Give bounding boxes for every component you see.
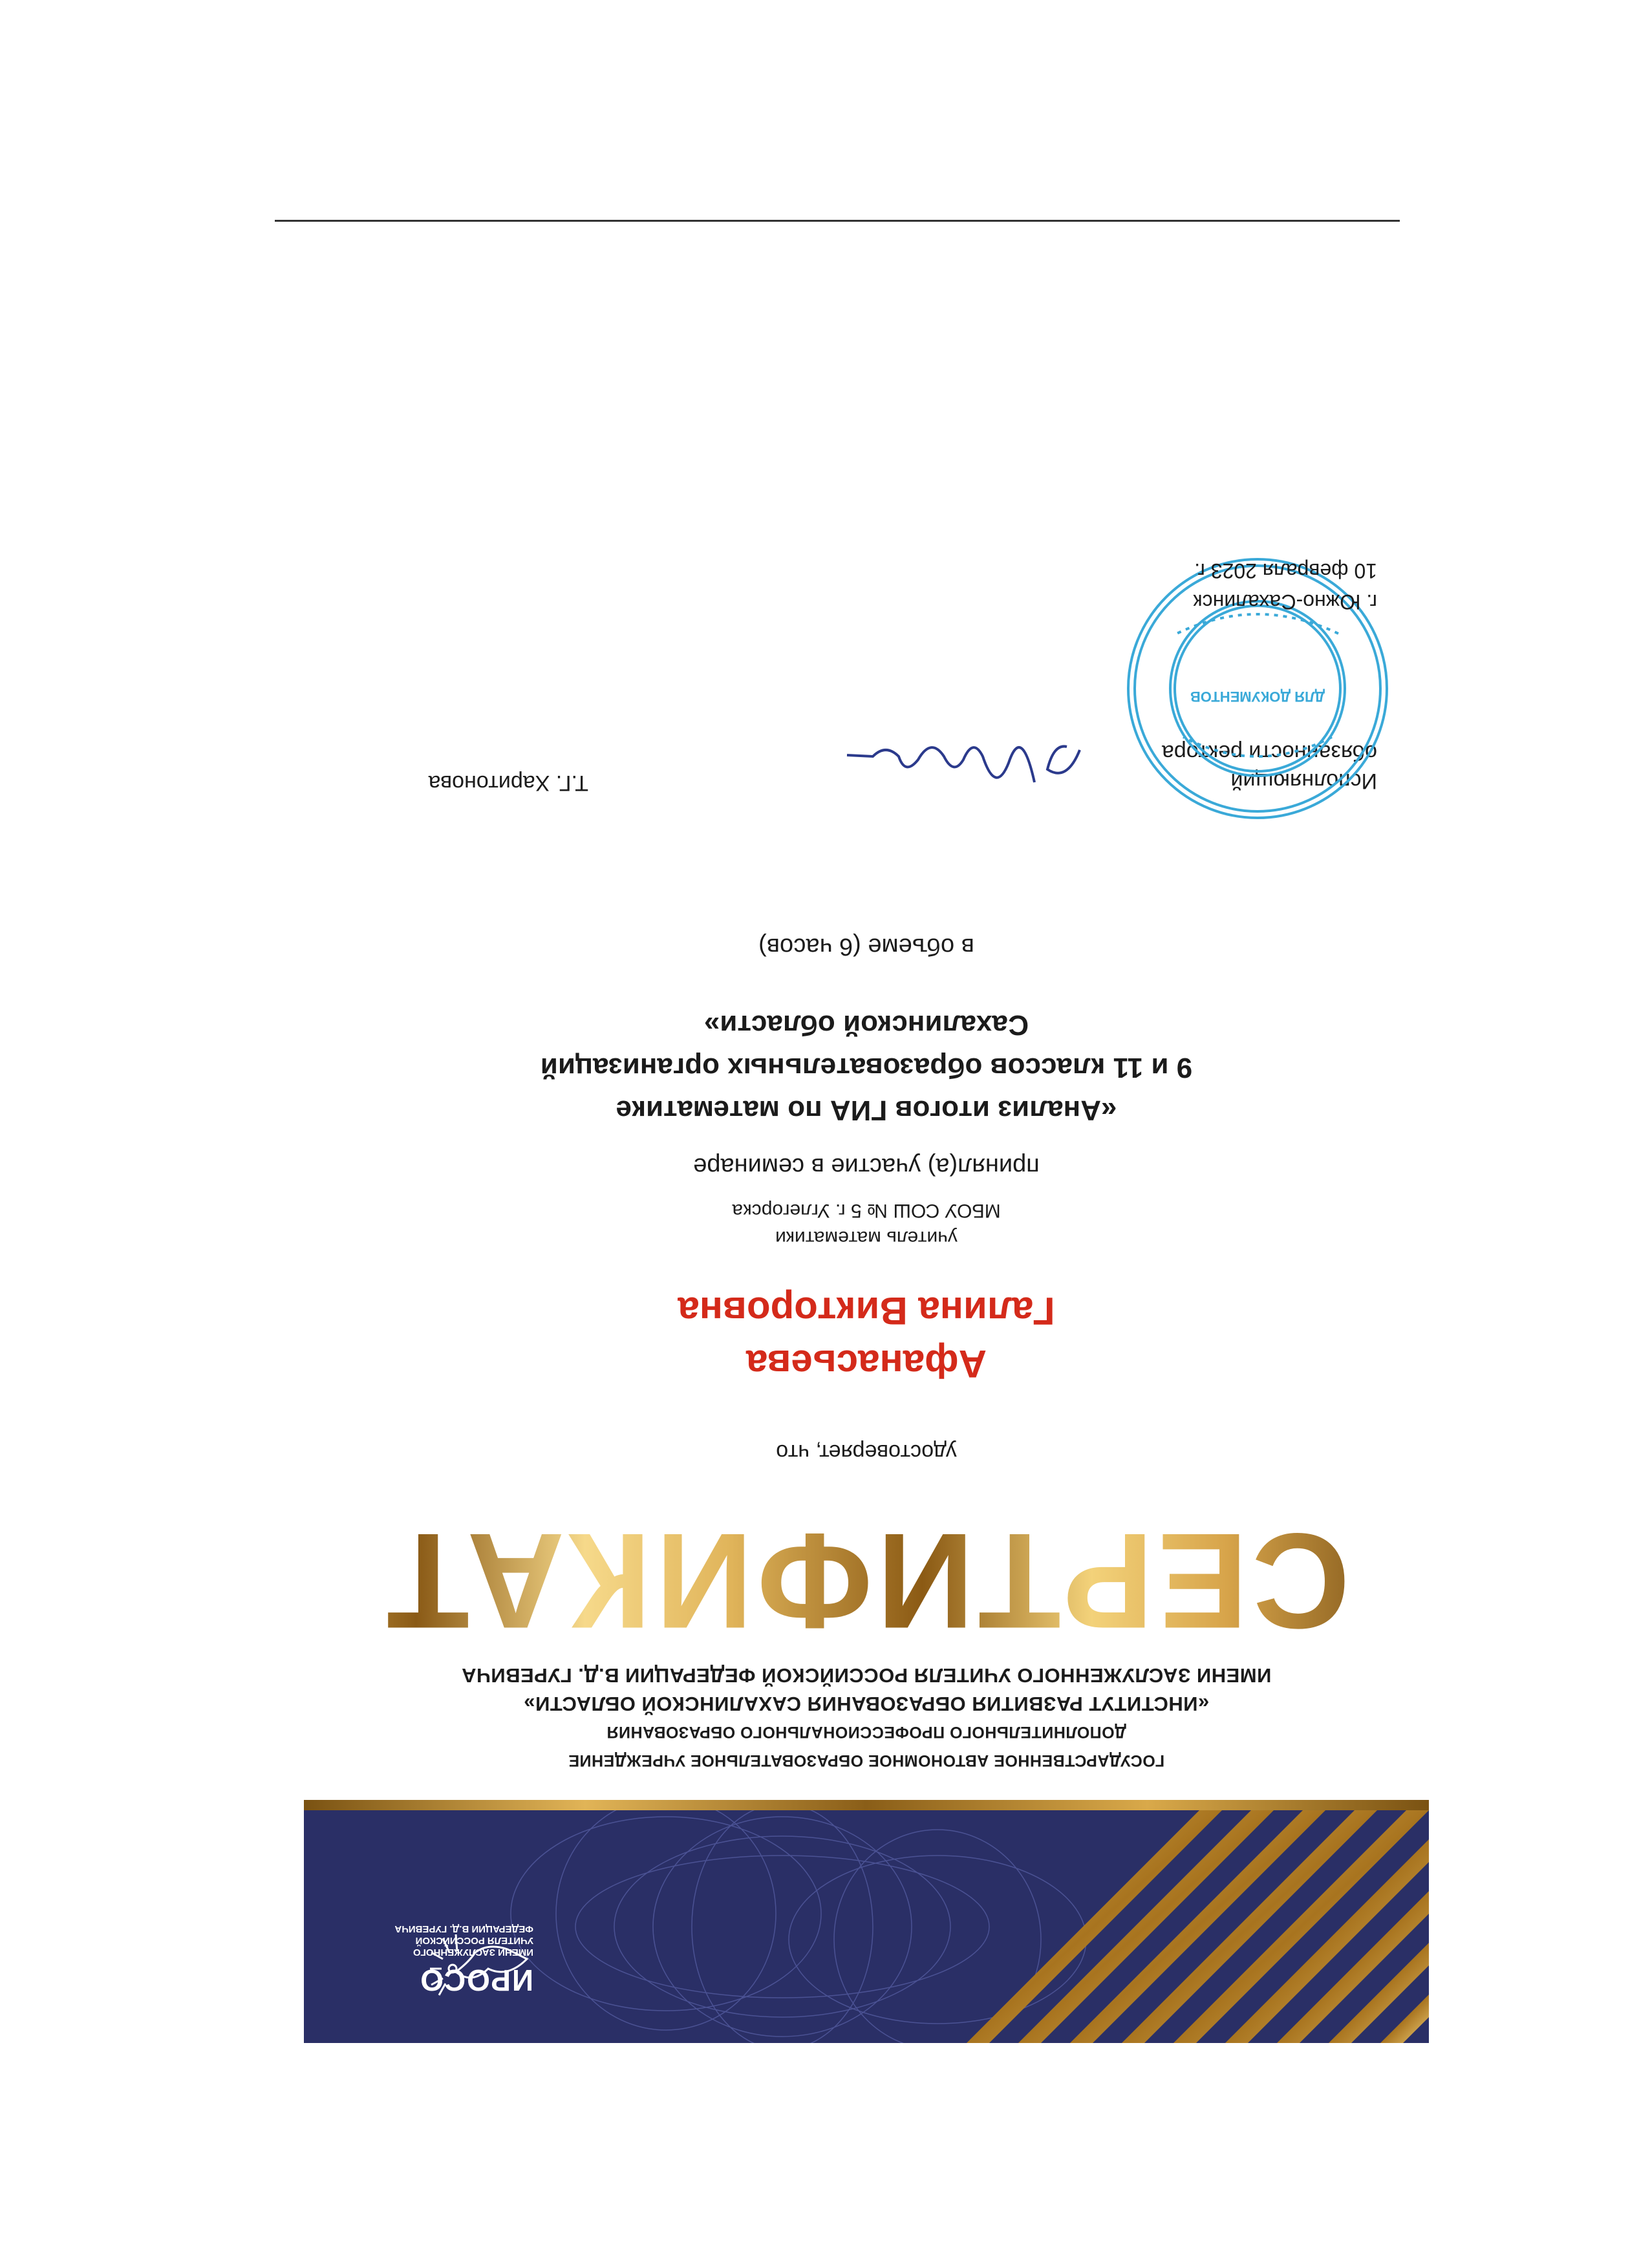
banner-gold-rule (304, 1800, 1429, 1810)
eagle-icon (430, 1927, 533, 1998)
certificate-title: СЕРТИФИКАТ (304, 1510, 1429, 1652)
stamp-center-text: ДЛЯ ДОКУМЕНТОВ (1190, 689, 1325, 705)
organization-name (304, 1661, 1429, 1775)
logo-subtitle: ИМЕНИ ЗАСЛУЖЕННОГО УЧИТЕЛЯ РОССИЙСКОЙ ФЕДЕРАЦИИ В.Д. ГУРЕВИЧА (394, 1923, 533, 1958)
position-school: МБОУ СОШ № 5 г. Углегорска (732, 1200, 1001, 1221)
header-banner (304, 1810, 1429, 2043)
logo-name: ИРОСО (419, 1963, 533, 1997)
signer-name: Т.Г. Харитонова (428, 771, 588, 795)
recipient-position (304, 1197, 1429, 1251)
seminar-line-3: Сахалинской области» (703, 1009, 1029, 1041)
iroso-logo (333, 1849, 533, 1998)
org-line-3: «ИНСТИТУТ РАЗВИТИЯ ОБРАЗОВАНИЯ САХАЛИНСКОЙ ОБЛАСТИ» (523, 1693, 1210, 1715)
recipient-given-names: Галина Викторовна (678, 1289, 1055, 1332)
volume-hours: в объеме (6 часов) (758, 933, 974, 960)
issue-date: 10 февраля 2023 г. (1194, 559, 1377, 583)
place-date (1194, 555, 1377, 617)
place-city: г. Южно-Сахалинск (1193, 590, 1377, 614)
certificate-page (304, 220, 1429, 2043)
participation-text: принял(а) участие в семинаре (693, 1153, 1040, 1180)
org-line-2: ДОПОЛНИТЕЛЬНОГО ПРОФЕССИОНАЛЬНОГО ОБРАЗОВАНИЯ (606, 1723, 1126, 1741)
org-line-1: ГОСУДАРСТВЕННОЕ АВТОНОМНОЕ ОБРАЗОВАТЕЛЬНОЕ УЧРЕЖДЕНИЕ (568, 1751, 1165, 1770)
certifies-text: удостоверяет, что (776, 1440, 957, 1464)
recipient-surname: Афанасьева (746, 1342, 987, 1385)
seminar-title (304, 1003, 1429, 1131)
position-role: учитель математики (775, 1227, 958, 1248)
seminar-line-2: 9 и 11 классов образовательных организаций (540, 1052, 1193, 1084)
org-line-4: ИМЕНИ ЗАСЛУЖЕННОГО УЧИТЕЛЯ РОССИЙСКОЙ ФЕДЕРАЦИИ В.Д. ГУРЕВИЧА (461, 1664, 1272, 1687)
recipient-name (304, 1284, 1429, 1390)
handwritten-signature (821, 705, 1093, 821)
seminar-line-1: «Анализ итогов ГИА по математике (616, 1095, 1117, 1126)
signer-role-line-2: обязанности ректора (1161, 740, 1377, 765)
signer-role-line-1: Исполняющий (1230, 769, 1377, 793)
